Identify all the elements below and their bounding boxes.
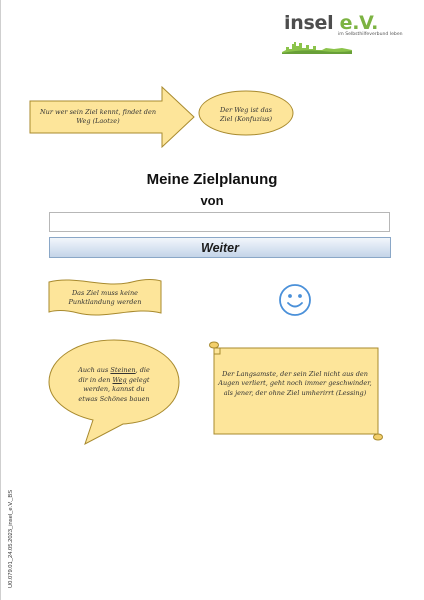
speech-line-3: werden, kannst du — [83, 385, 145, 393]
arrow-quote-text: Nur wer sein Ziel kennt, findet den Weg (Laotze) — [39, 108, 157, 125]
smiley-face-icon — [278, 283, 312, 317]
document-code: U0.079.01_24.05.2023_insel_e.V._BS — [8, 489, 14, 588]
logo-tagline: im Selbsthilfeverbund leben — [338, 32, 403, 37]
banner-quote-text: Das Ziel muss keine Punktlandung werden — [68, 289, 142, 306]
page-subtitle: von — [200, 193, 224, 208]
speech-line-2: dir in den Weg gelegt — [78, 375, 150, 384]
page-title: Meine Zielplanung — [146, 171, 278, 188]
speech-line-1: Auch aus Steinen, die — [78, 366, 150, 374]
next-button[interactable]: Weiter — [49, 237, 391, 258]
page-edge-line — [0, 0, 1, 600]
scroll-quote-text: Der Langsamste, der sein Ziel nicht aus den Augen verliert, geht noch immer geschwinder, als jener, der ohne Ziel umherirrt (Lessing) — [218, 370, 372, 397]
insel-logo — [282, 12, 404, 54]
name-input[interactable] — [49, 212, 390, 232]
logo-skyline-icon — [282, 38, 352, 54]
logo-brand-suffix: e.V. — [339, 12, 378, 34]
speech-bubble-text — [60, 366, 168, 404]
speech-line-4: etwas Schönes bauen — [78, 394, 150, 403]
logo-brand-word: insel — [284, 12, 334, 34]
document-code-container — [5, 476, 17, 588]
logo-wordmark — [284, 12, 378, 34]
ellipse-quote-text: Der Weg ist das Ziel (Konfuzius) — [219, 106, 273, 123]
